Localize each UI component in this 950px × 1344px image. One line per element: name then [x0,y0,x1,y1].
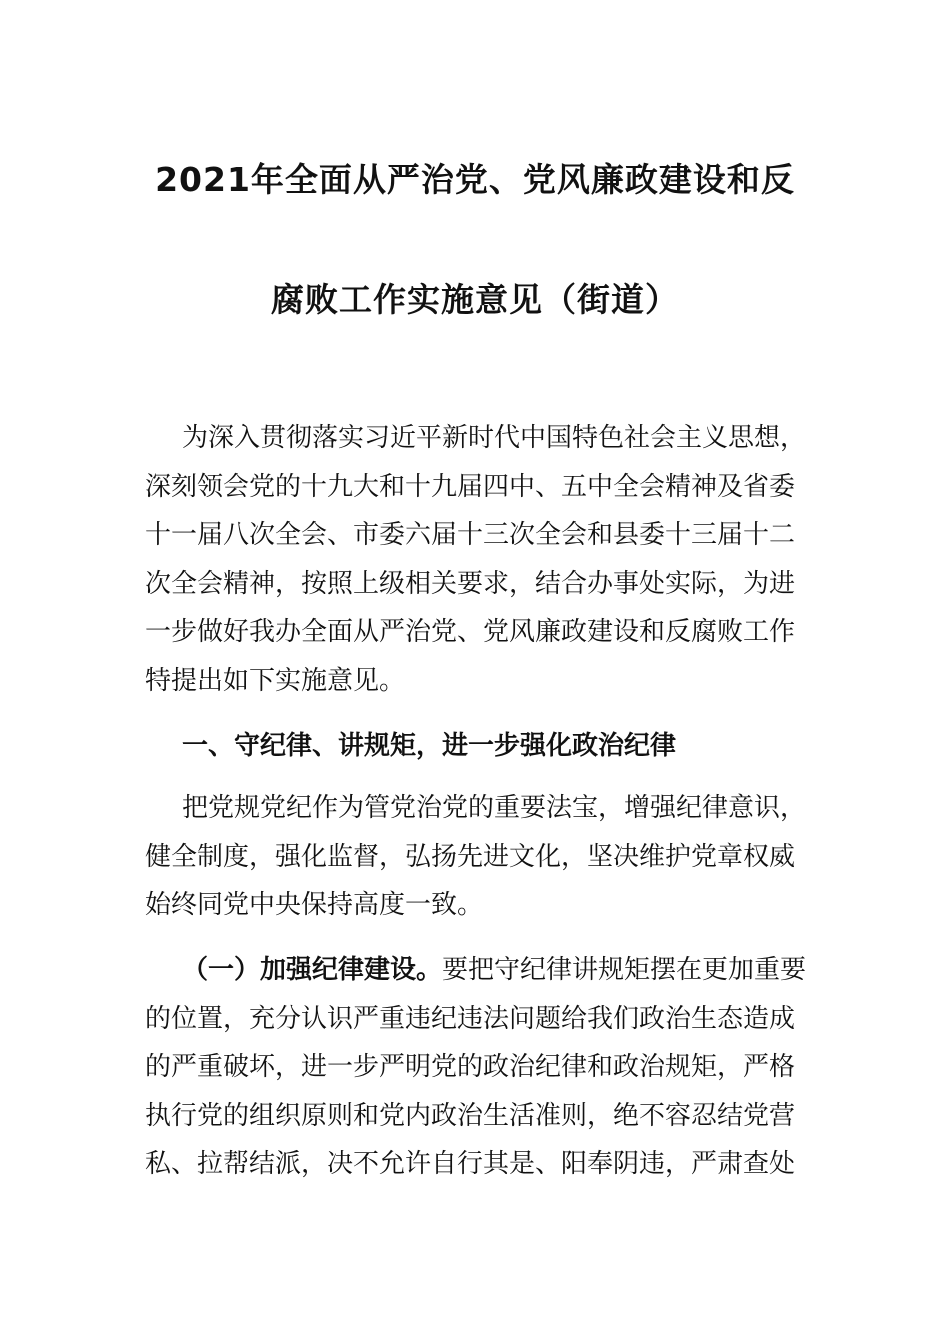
intro-paragraph [145,414,810,705]
paragraph-line: 为深入贯彻落实习近平新时代中国特色社会主义思想， [182,423,807,453]
paragraph-line [145,946,810,995]
paragraph-line: 始终同党中央保持高度一致。 [145,890,484,920]
document-title-line-1: 2021年全面从严治党、党风廉政建设和反 [155,160,795,199]
paragraph-line: 一步做好我办全面从严治党、党风廉政建设和反腐败工作 [145,617,796,647]
document-title-line-2: 腐败工作实施意见（街道） [271,280,679,319]
paragraph-line: 深刻领会党的十九大和十九届四中、五中全会精神及省委 [145,471,796,502]
paragraph-line: 特提出如下实施意见。 [145,665,406,696]
paragraph-line: 次全会精神，按照上级相关要求，结合办事处实际，为进 [145,568,796,599]
paragraph-line: 私、拉帮结派，决不允许自行其是、阳奉阴违，严肃查处 [145,1149,796,1179]
section-paragraph [145,784,810,930]
subsection-lead-rest: 要把守纪律讲规矩摆在更加重要 [442,955,807,985]
paragraph-line: 把党规党纪作为管党治党的重要法宝，增强纪律意识， [182,793,807,823]
paragraph-line: 的严重破坏，进一步严明党的政治纪律和政治规矩，严格 [145,1052,796,1082]
section-heading [145,722,810,771]
paragraph-line: 的位置，充分认识严重违纪违法问题给我们政治生态造成 [145,1003,796,1034]
subsection-paragraph [145,946,810,1189]
paragraph-line: 十一届八次全会、市委六届十三次全会和县委十三届十二 [145,520,796,550]
section-heading-text: 一、守纪律、讲规矩，进一步强化政治纪律 [182,731,677,761]
paragraph-line: 执行党的组织原则和党内政治生活准则，绝不容忍结党营 [145,1100,796,1131]
subsection-lead: （一）加强纪律建设。 [182,955,443,985]
paragraph-line: 健全制度，强化监督，弘扬先进文化，坚决维护党章权威 [145,841,796,872]
